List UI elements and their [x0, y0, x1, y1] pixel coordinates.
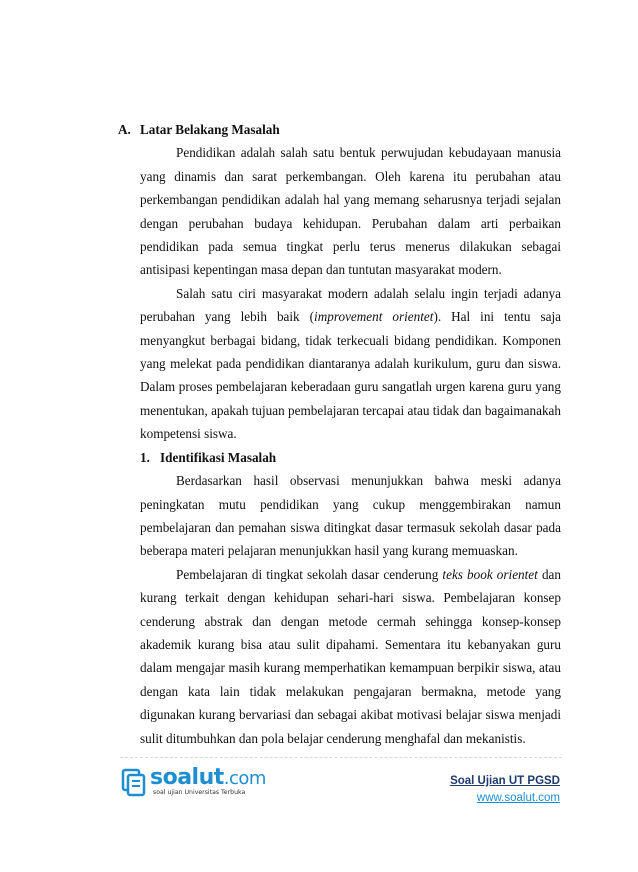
- logo-suffix: .com: [223, 768, 266, 789]
- paragraph-4-text-a: Pembelajaran di tingkat sekolah dasar cenderung: [176, 566, 443, 582]
- footer-divider: [120, 757, 562, 758]
- subsection-number: 1.: [140, 449, 150, 465]
- footer-title: Soal Ujian UT PGSD: [450, 775, 560, 787]
- section-heading: [118, 118, 561, 141]
- logo-main: soalut: [150, 765, 224, 790]
- footer-info: [450, 773, 560, 807]
- soalut-logo[interactable]: [120, 766, 280, 802]
- paragraph-1: Pendidikan adalah salah satu bentuk perwujudan kebudayaan manusia yang dinamis dan sarat perkembangan. Oleh karena itu perubahan atau perkembangan pendidikan adalah hal yang memang seharusnya terjadi sejalan dengan perubahan budaya kehidupan. Perubahan dalam arti perbaikan pendidikan pada semua tingkat perlu terus menerus dilakukan sebagai antisipasi kepentingan masa depan dan tuntutan masyarakat modern.: [140, 145, 561, 278]
- document-body: [118, 118, 561, 750]
- logo-tagline: soal ujian Universitas Terbuka: [153, 789, 246, 796]
- soalut-logo-icon: [120, 766, 150, 798]
- section-title: Latar Belakang Masalah: [140, 122, 280, 137]
- paragraph-4: [118, 563, 561, 750]
- paragraph-2: [118, 282, 561, 446]
- paragraph-2-text-b: ). Hal ini tentu saja menyangkut berbagai bidang, tidak terkecuali bidang pendidikan. Komponen yang melekat pada pendidikan diantaranya adalah kurikulum, guru dan siswa. Dalam proses pembelajaran keberadaan guru sangatlah urgen karena guru yang menentukan, apakah tujuan pembelajaran tercapai atau tidak dan bagaimanakah kompetensi siswa.: [140, 309, 561, 442]
- subsection-heading: [118, 446, 561, 469]
- paragraph-4-text-b: dan kurang terkait dengan kehidupan sehari-hari siswa. Pembelajaran konsep cenderung abstrak dan dengan metode cermah sehingga konsep-konsep akademik kurang bisa atau sulit dipahami. Sementara itu kebanyakan guru dalam mengajar masih kurang memperhatikan kemampuan berpikir siswa, atau dengan kata lain tidak melakukan pengajaran bermakna, metode yang digunakan kurang bervariasi dan sebagai akibat motivasi belajar siswa menjadi sulit ditumbuhkan dan pola belajar cenderung menghafal dan mekanistis.: [140, 566, 561, 746]
- paragraph-2-italic: improvement orientet: [314, 309, 434, 325]
- subsection-title: Identifikasi Masalah: [160, 449, 277, 465]
- soalut-logo-text: [150, 766, 266, 791]
- paragraph-4-italic: teks book orientet: [442, 566, 538, 582]
- footer-url-link[interactable]: www.soalut.com: [476, 792, 560, 804]
- paragraph-2-text-a: Salah satu ciri masyarakat modern adalah selalu ingin terjadi adanya perubahan yang lebih baik (: [140, 285, 561, 325]
- paragraph-3: Berdasarkan hasil observasi menunjukkan bahwa meski adanya peningkatan mutu pendidikan yang cukup menggembirakan namun pembelajaran dan pemahan siswa ditingkat dasar termasuk sekolah dasar pada beberapa materi pelajaran menunjukkan hasil yang kurang memuaskan.: [140, 473, 561, 559]
- section-number: A.: [118, 122, 131, 137]
